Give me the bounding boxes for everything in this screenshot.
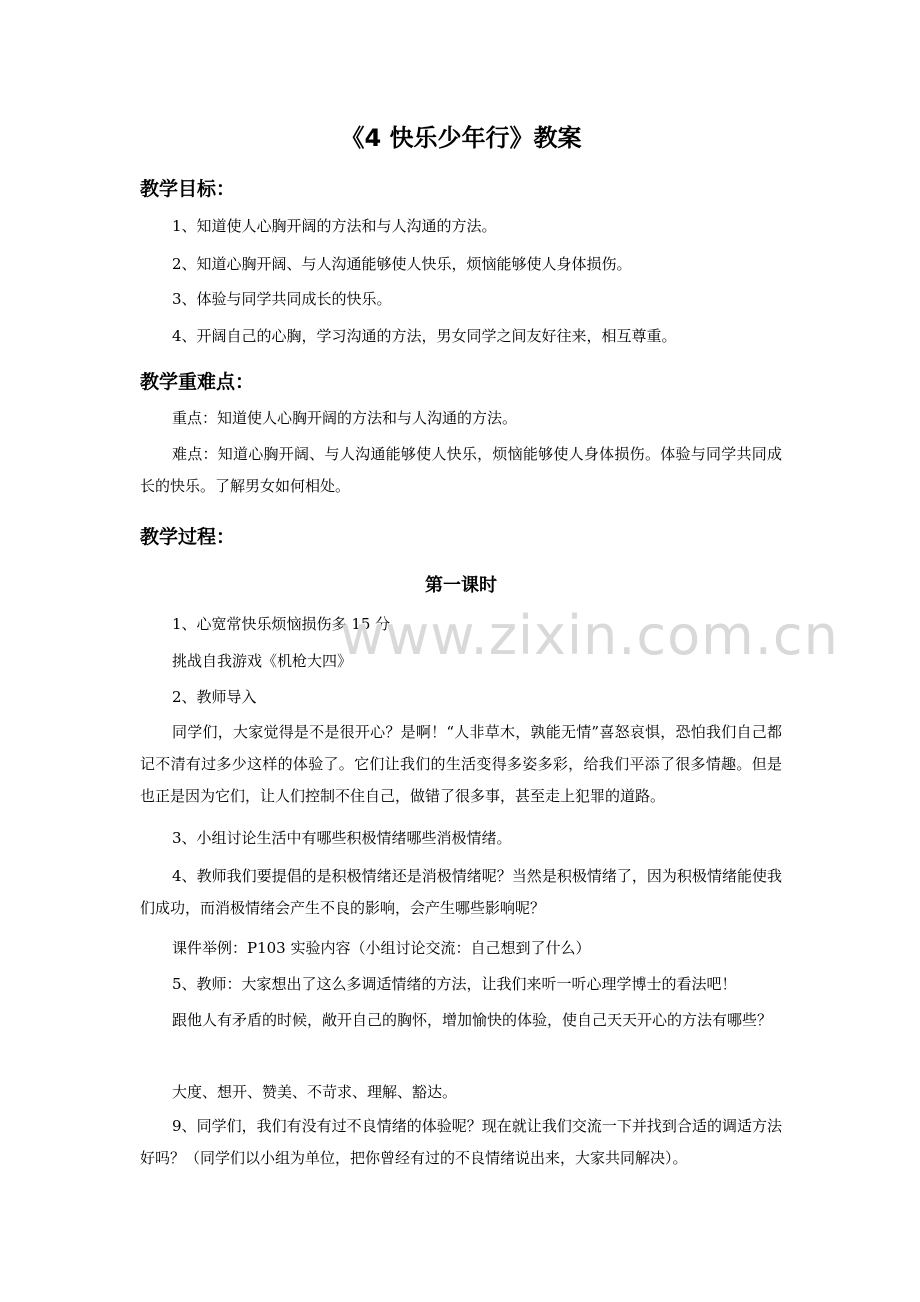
process-item: 4、教师我们要提倡的是积极情绪还是消极情绪呢？当然是积极情绪了，因为积极情绪能使我们成功，而消极情绪会产生不良的影响，会产生哪些影响呢？	[140, 867, 782, 917]
process-item: 同学们，大家觉得是不是很开心？是啊！“人非草木，孰能无情”喜怒哀惧，恐怕我们自己都记不清有过多少这样的体验了。它们让我们的生活变得多姿多彩，给我们平添了很多情趣。但是也正是因为它们，让人们控制不住自己，做错了很多事，甚至走上犯罪的道路。	[140, 723, 782, 805]
goal-item: 3、体验与同学共同成长的快乐。	[172, 290, 392, 308]
process-item: 9、同学们，我们有没有过不良情绪的体验呢？现在就让我们交流一下并找到合适的调适方法好吗？（同学们以小组为单位，把你曾经有过的不良情绪说出来，大家共同解决）。	[140, 1117, 782, 1167]
process-item: 跟他人有矛盾的时候，敞开自己的胸怀，增加愉快的体验，使自己天天开心的方法有哪些？	[172, 1011, 773, 1029]
watermark: www.zixin.com.cn	[340, 604, 839, 667]
process-item: 3、小组讨论生活中有哪些积极情绪哪些消极情绪。	[172, 829, 512, 847]
goals-heading: 教学目标：	[140, 178, 236, 200]
process-item: 1、心宽常快乐烦恼损伤多 15 分	[172, 615, 391, 633]
lesson-title: 第一课时	[425, 575, 497, 596]
process-item: 挑战自我游戏《机枪大四》	[172, 652, 353, 670]
goal-item: 1、知道使人心胸开阔的方法和与人沟通的方法。	[172, 217, 497, 235]
process-item: 5、教师：大家想出了这么多调适情绪的方法，让我们来听一听心理学博士的看法吧！	[172, 975, 737, 993]
process-item: 大度、想开、赞美、不苛求、理解、豁达。	[172, 1083, 458, 1101]
document-title: 《4 快乐少年行》教案	[340, 124, 582, 152]
goal-item: 4、开阔自己的心胸，学习沟通的方法，男女同学之间友好往来，相互尊重。	[172, 327, 677, 345]
goal-item: 2、知道心胸开阔、与人沟通能够使人快乐，烦恼能够使人身体损伤。	[172, 255, 632, 273]
keypoint-item: 重点：知道使人心胸开阔的方法和与人沟通的方法。	[172, 409, 518, 427]
process-item: 课件举例：P103 实验内容（小组讨论交流：自己想到了什么）	[172, 939, 591, 957]
process-item: 2、教师导入	[172, 688, 257, 706]
keypoint-item: 难点：知道心胸开阔、与人沟通能够使人快乐，烦恼能够使人身体损伤。体验与同学共同成长的快乐。了解男女如何相处。	[140, 445, 782, 495]
keypoints-heading: 教学重难点：	[140, 371, 255, 393]
process-heading: 教学过程：	[140, 526, 236, 548]
